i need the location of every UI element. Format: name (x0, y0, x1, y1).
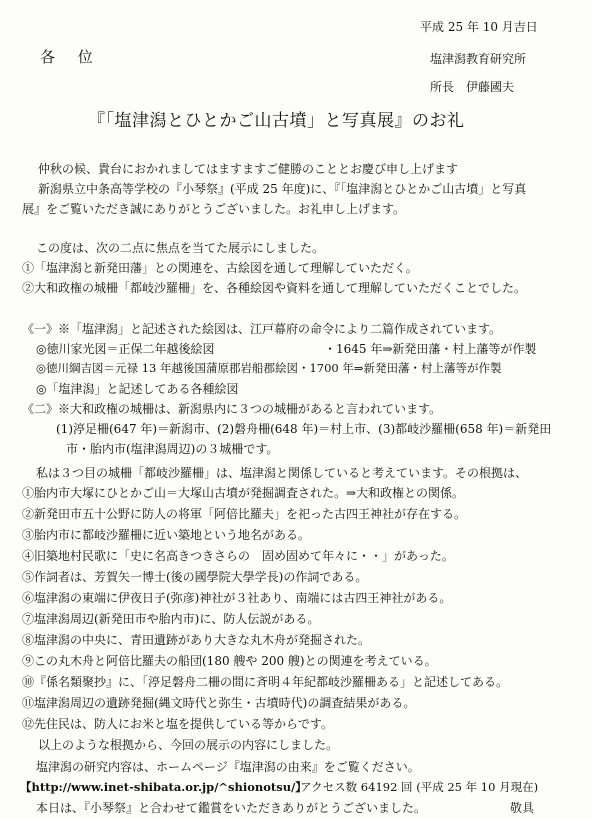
conclusion: 以上のような根拠から、今回の展示の内容にしました。 (38, 738, 339, 752)
reason-item: ⑦塩津潟周辺(新発田市や胎内市)に、防人伝説がある。 (22, 612, 320, 626)
reason-item: ⑧塩津潟の中央に、青田遺跡があり大きな丸木舟が発掘された。 (22, 633, 371, 647)
closing-sign: 敬具 (510, 801, 535, 815)
reason-item: ⑨この丸木舟と阿倍比羅夫の船団(180 艘や 200 艘)との関連を考えている。 (22, 654, 437, 668)
reason-item: ①胎内市大塚にひとかご山＝大塚山古墳が発掘調査された。⇒大和政権との関係。 (22, 486, 465, 500)
research-note: 塩津潟の研究内容は、ホームページ『塩津潟の由来』をご覧ください。 (36, 760, 420, 774)
reason-item: ⑩『係名類聚抄』に、「渟足磐舟二柵の間に斉明４年紀都岐沙羅柵ある」と記述してある。 (22, 675, 509, 689)
section1-item: ◎徳川綱吉図＝元禄 13 年越後国蒲原郡岩船郡絵図・1700 年⇒新発田藩・村上藩等が作製 (36, 361, 502, 375)
reason-item: ③胎内市に都岐沙羅柵に近い築地という地名がある。 (22, 528, 311, 542)
reason-item: ④旧築地村民歌に「史に名高きつきさらの 固め固めて年々に・・」があった。 (22, 549, 454, 563)
reason-item: ②新発田市五十公野に防人の将軍「阿倍比羅夫」を祀った古四王神社が存在する。 (22, 507, 467, 521)
reason-intro: 私は３つ目の城柵「都岐沙羅柵」は、塩津潟と関係していると考えています。その根拠は、 (36, 466, 528, 480)
section1-item-note: ・1645 年⇒新発田藩・村上藩等が作製 (324, 342, 537, 356)
homepage-link[interactable]: 【http://www.inet-shibata.or.jp/^shionotsu/】 (20, 780, 307, 794)
focus-point: ②大和政権の城柵「都岐沙羅柵」を、各種絵図や資料を通して理解していただくことでした。 (22, 281, 527, 295)
focus-intro: この度は、次の二点に焦点を当てた展示にしました。 (36, 241, 325, 255)
access-count: アクセス数 64192 回 (平成 25 年 10 月現在) (300, 780, 539, 794)
thanks-line: 本日は、『小琴祭』と合わせて鑑賞をいただきありがとうございました。 (36, 801, 427, 815)
section2-heading: 《二》※大和政権の城柵は、新潟県内に３つの城柵があると言われています。 (22, 402, 442, 416)
greeting-line: 新潟県立中条高等学校の『小琴祭』(平成 25 年度)に、『「塩津潟とひとかご山古墳」と写真 (38, 182, 527, 196)
author: 所長 伊藤國夫 (430, 80, 515, 94)
greeting-line: 仲秋の候、貴台におかれましてはますますご健勝のこととお慶び申し上げます (38, 162, 459, 176)
section1-item: ◎徳川家光図＝正保二年越後絵図 (36, 342, 215, 356)
page-title: 『「塩津潟とひとかご山古墳」と写真展』のお礼 (88, 111, 465, 131)
reason-item: ⑥塩津潟の東端に伊夜日子(弥彦)神社が３社あり、南端には古四王神社がある。 (22, 591, 452, 605)
section2-detail: 市・胎内市(塩津潟周辺)の３城柵です。 (66, 442, 279, 456)
organization: 塩津潟教育研究所 (430, 52, 527, 66)
addressee: 各 位 (40, 48, 102, 66)
section2-detail: (1)渟足柵(647 年)＝新潟市、(2)磐舟柵(648 年)＝村上市、(3)都岐沙羅柵(658 年)＝新発田 (56, 422, 552, 436)
focus-point: ①「塩津潟と新発田藩」との関連を、古絵図を通して理解していただく。 (22, 261, 418, 275)
reason-item: ⑫先住民は、防人にお米と塩を提供している等からです。 (22, 717, 333, 731)
section1-item: ◎「塩津潟」と記述してある各種絵図 (36, 382, 239, 396)
greeting-line: 展』をご覧いただき誠にありがとうございました。お礼申し上げます。 (22, 202, 406, 216)
reason-item: ⑪塩津潟周辺の遺跡発掘(縄文時代と弥生・古墳時代)の調査結果がある。 (22, 696, 416, 710)
reason-item: ⑤作詞者は、芳賀矢一博士(後の國學院大學学長)の作詞である。 (22, 570, 368, 584)
date: 平成 25 年 10 月吉日 (420, 20, 538, 34)
section1-heading: 《一》※「塩津潟」と記述された絵図は、江戸幕府の命令により二篇作成されています。 (22, 322, 502, 336)
